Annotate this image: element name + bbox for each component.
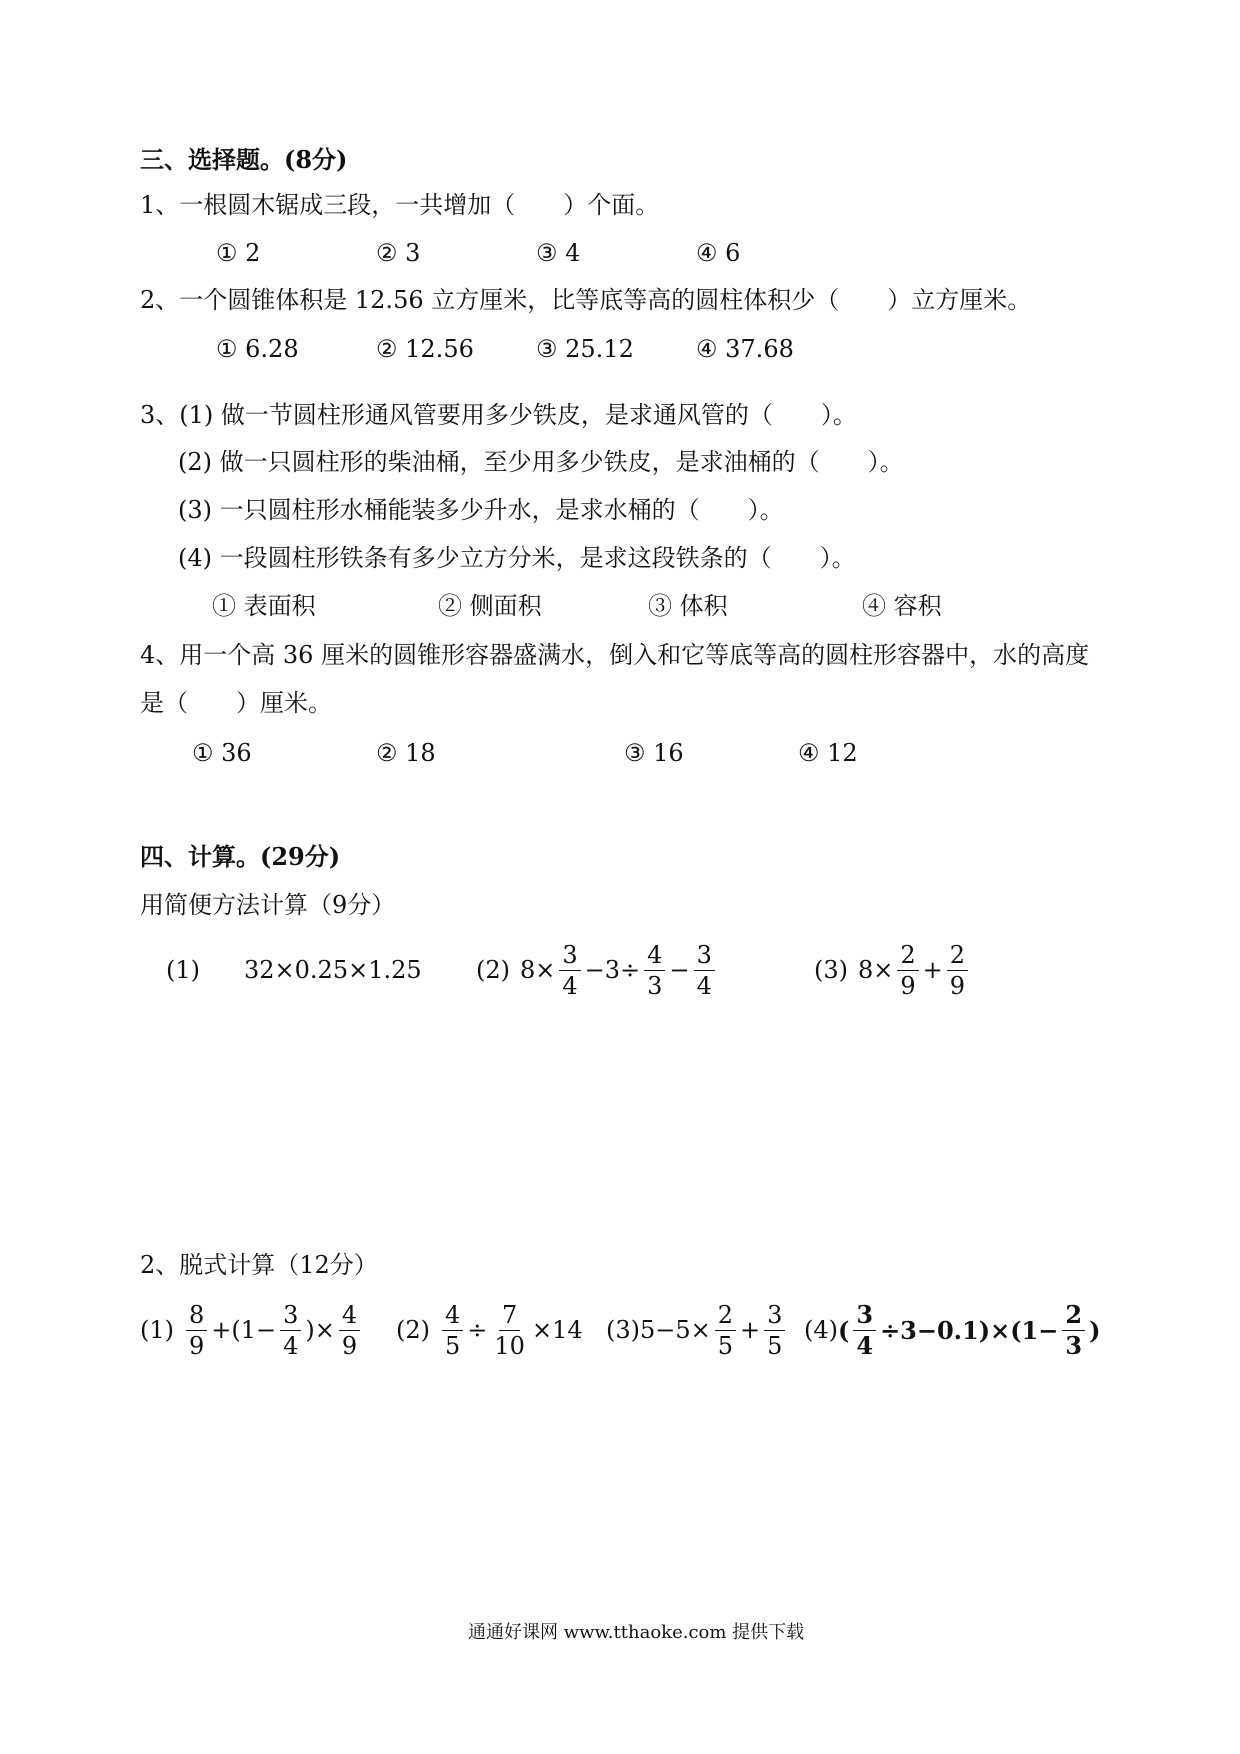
fraction <box>694 940 715 1001</box>
problem-label: (4) <box>804 1316 838 1344</box>
q1-option-1: ① 2 <box>216 239 261 267</box>
q4-option-2: ② 18 <box>376 739 436 767</box>
operator: ) <box>1089 1315 1101 1345</box>
operator: +(1− <box>211 1316 277 1344</box>
denominator: 10 <box>494 1331 525 1360</box>
numerator: 3 <box>853 1300 876 1331</box>
operator: −3÷ <box>584 956 641 984</box>
denominator: 4 <box>696 971 712 1000</box>
question-4-line-2: 是（ ）厘米。 <box>140 689 332 717</box>
denominator: 4 <box>283 1331 299 1360</box>
denominator: 5 <box>717 1331 734 1360</box>
fraction <box>339 1300 360 1361</box>
footer-credit: 通通好课网 www.tthaoke.com 提供下载 <box>468 1622 805 1643</box>
q1-option-3: ③ 4 <box>536 239 581 267</box>
operator: + <box>922 956 943 984</box>
denominator: 9 <box>949 971 966 1000</box>
section4-heading: 四、计算。(29分) <box>140 842 341 871</box>
operator: + <box>740 1316 761 1344</box>
numerator: 2 <box>715 1300 736 1331</box>
simplified-calc-title: 用简便方法计算（9分） <box>140 891 396 919</box>
denominator: 9 <box>189 1331 205 1360</box>
operator: ( <box>838 1315 850 1345</box>
operator: )× <box>305 1316 335 1344</box>
question-3-part-2: (2) 做一只圆柱形的柴油桶，至少用多少铁皮，是求油桶的（ ）。 <box>178 448 904 476</box>
denominator: 3 <box>1065 1330 1083 1360</box>
q3-option-3: ③ 体积 <box>648 592 728 620</box>
step-problem-2 <box>396 1295 583 1365</box>
problem-label: (2) <box>476 956 510 984</box>
fraction <box>764 1300 785 1361</box>
numerator: 7 <box>499 1300 520 1331</box>
numerator: 4 <box>442 1300 463 1331</box>
q1-option-4: ④ 6 <box>696 239 741 267</box>
fraction <box>897 940 918 1001</box>
numerator: 2 <box>1062 1300 1085 1331</box>
simplified-problem-2 <box>476 935 719 1005</box>
problem-label: (2) <box>396 1316 430 1344</box>
numerator: 2 <box>947 940 968 971</box>
q3-option-1: ① 表面积 <box>212 592 316 620</box>
denominator: 3 <box>647 971 663 1000</box>
operator: 8× <box>520 956 556 984</box>
expression: 32×0.25×1.25 <box>244 956 422 984</box>
question-3-part-4: (4) 一段圆柱形铁条有多少立方分米，是求这段铁条的（ ）。 <box>178 544 856 572</box>
denominator: 5 <box>445 1331 461 1360</box>
fraction <box>715 1300 736 1361</box>
operator: ×14 <box>531 1316 583 1344</box>
problem-label: (1) <box>140 1316 174 1344</box>
denominator: 9 <box>341 1331 358 1360</box>
numerator: 3 <box>694 940 715 971</box>
fraction <box>853 1300 876 1361</box>
fraction <box>491 1300 528 1361</box>
fraction <box>280 1300 301 1361</box>
problem-label: (1) <box>166 956 200 984</box>
denominator: 4 <box>856 1330 874 1360</box>
question-4-line-1: 4、用一个高 36 厘米的圆锥形容器盛满水，倒入和它等底等高的圆柱形容器中，水的高度 <box>140 641 1090 669</box>
fraction <box>186 1300 207 1361</box>
q4-option-4: ④ 12 <box>798 739 858 767</box>
step-problem-1 <box>140 1295 364 1365</box>
problem-label: (3) <box>814 956 848 984</box>
operator: 8× <box>858 956 894 984</box>
step-problem-3 <box>606 1295 789 1365</box>
fraction <box>559 940 580 1001</box>
denominator: 9 <box>900 971 916 1000</box>
section3-heading: 三、选择题。(8分) <box>140 145 348 174</box>
simplified-problem-3 <box>814 935 972 1005</box>
q1-option-2: ② 3 <box>376 239 421 267</box>
numerator: 3 <box>280 1300 301 1331</box>
fraction <box>644 940 665 1001</box>
numerator: 4 <box>339 1300 360 1331</box>
q4-option-3: ③ 16 <box>624 739 684 767</box>
q2-option-1: ① 6.28 <box>216 335 299 363</box>
step-calc-title: 2、脱式计算（12分） <box>140 1251 378 1279</box>
q2-option-3: ③ 25.12 <box>536 335 634 363</box>
question-1: 1、一根圆木锯成三段，一共增加（ ）个面。 <box>140 191 660 219</box>
fraction <box>1062 1300 1085 1361</box>
numerator: 4 <box>644 940 665 971</box>
question-3-part-3: (3) 一只圆柱形水桶能装多少升水，是求水桶的（ ）。 <box>178 496 784 524</box>
simplified-problem-1 <box>166 935 422 1005</box>
numerator: 3 <box>764 1300 785 1331</box>
q3-option-4: ④ 容积 <box>862 592 942 620</box>
question-3-part-1: 3、(1) 做一节圆柱形通风管要用多少铁皮，是求通风管的（ ）。 <box>140 401 857 429</box>
q3-option-2: ② 侧面积 <box>438 592 542 620</box>
operator: 5−5× <box>640 1316 711 1344</box>
numerator: 8 <box>186 1300 207 1331</box>
denominator: 4 <box>562 971 578 1000</box>
step-problem-4 <box>804 1295 1100 1365</box>
q2-option-2: ② 12.56 <box>376 335 474 363</box>
question-2: 2、一个圆锥体积是 12.56 立方厘米，比等底等高的圆柱体积少（ ）立方厘米。 <box>140 286 1032 314</box>
problem-label: (3) <box>606 1316 640 1344</box>
numerator: 3 <box>559 940 580 971</box>
q2-option-4: ④ 37.68 <box>696 335 794 363</box>
denominator: 5 <box>767 1331 783 1360</box>
numerator: 2 <box>897 940 918 971</box>
q4-option-1: ① 36 <box>192 739 252 767</box>
operator: − <box>669 956 690 984</box>
operator: ÷ <box>467 1316 488 1344</box>
fraction <box>947 940 968 1001</box>
fraction <box>442 1300 463 1361</box>
operator: ÷3−0.1)×(1− <box>880 1315 1059 1345</box>
